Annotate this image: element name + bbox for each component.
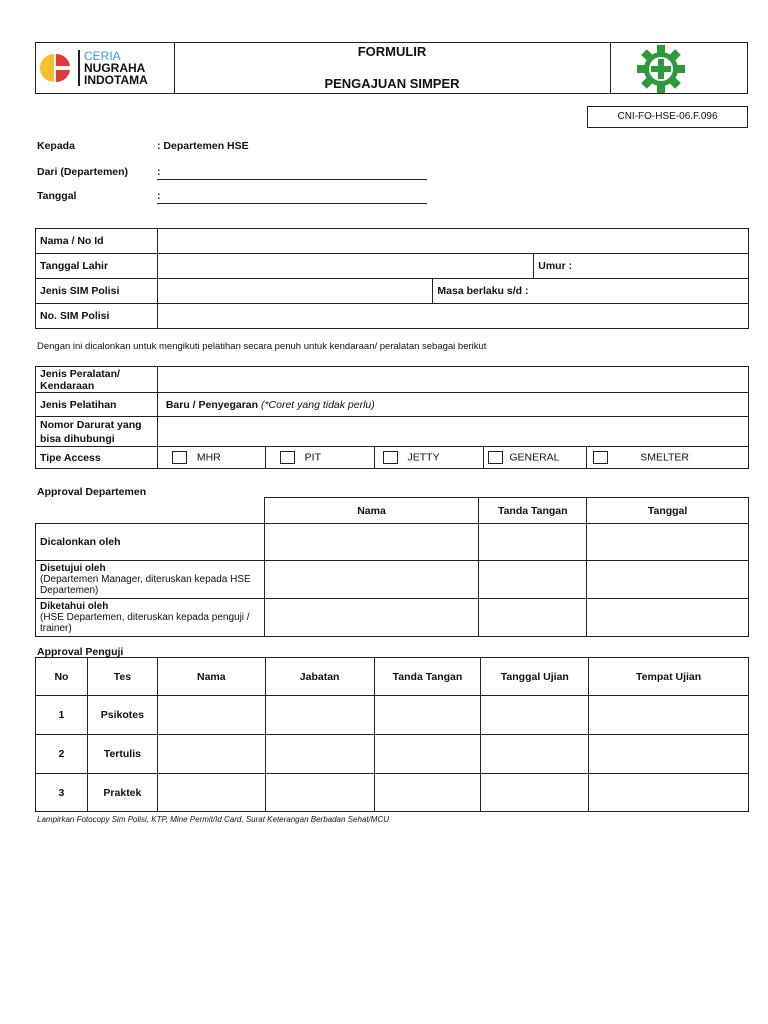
dari-input-line[interactable] [157,178,427,180]
no-sim-label: No. SIM Polisi [36,304,158,329]
tanggal-lahir-field[interactable] [157,254,533,279]
disetujui-nama[interactable] [264,561,479,599]
access-option-label: SMELTER [640,451,690,464]
col-tes: Tes [87,658,157,696]
logo-text-line3: INDOTAMA [84,73,148,87]
dari-colon: : [157,166,161,178]
pelatihan-note: (*Coret yang tidak perlu) [260,398,375,411]
row-tempat-ujian[interactable] [589,774,749,812]
row-no: 2 [36,735,88,774]
masa-berlaku-field[interactable]: Masa berlaku s/d : [433,279,749,304]
tanggal-colon: : [157,190,161,202]
checkbox[interactable] [593,451,608,464]
pelatihan-value: Baru / Penyegaran [165,398,259,411]
diketahui-note: (HSE Departemen, diteruskan kepada penguji / trainer) [40,612,250,634]
logo-text-line1: CERIA [84,49,121,63]
nomor-darurat-label: Nomor Darurat yang bisa dihubungi [36,417,158,447]
row-nama[interactable] [157,774,265,812]
table-row [36,774,749,812]
approval-penguji-table [35,657,749,812]
access-option-label: MHR [196,451,221,464]
no-sim-field[interactable] [157,304,748,329]
row-no: 3 [36,774,88,812]
k3-safety-gear-icon [632,44,690,94]
row-ttd[interactable] [374,696,481,735]
col-nama: Nama [157,658,265,696]
approval-penguji-heading: Approval Penguji [37,646,124,658]
nomor-darurat-field[interactable] [157,417,748,447]
row-tanggal-ujian[interactable] [481,735,589,774]
row-nama[interactable] [157,735,265,774]
dicalonkan-ttd[interactable] [479,524,587,561]
access-option-general[interactable] [484,447,587,469]
col-no: No [36,658,88,696]
col-jabatan: Jabatan [265,658,374,696]
disetujui-label: Disetujui oleh [40,563,106,574]
checkbox[interactable] [172,451,187,464]
disetujui-tanggal[interactable] [587,561,749,599]
nama-label: Nama / No Id [36,229,158,254]
kepada-value: : Departemen HSE [157,140,249,152]
row-jabatan[interactable] [265,774,374,812]
company-logo-icon [36,50,76,86]
umur-field[interactable]: Umur : [534,254,749,279]
checkbox[interactable] [488,451,503,464]
approval-dept-heading: Approval Departemen [37,486,147,498]
access-option-label: PIT [304,451,322,464]
tanggal-lahir-label: Tanggal Lahir [36,254,158,279]
approval-dept-table [35,497,749,637]
row-nama[interactable] [157,696,265,735]
row-tanggal-ujian[interactable] [481,774,589,812]
disetujui-note: (Departemen Manager, diteruskan kepada HSE Departemen) [40,574,251,596]
col-tanggal-ujian: Tanggal Ujian [481,658,589,696]
diketahui-ttd[interactable] [479,599,587,637]
dari-label: Dari (Departemen) [37,166,129,178]
footnote: Lampirkan Fotocopy Sim Polisi, KTP, Mine Permit/Id Card, Surat Keterangan Berbadan Sehat/MCU [37,815,390,824]
kepada-label: Kepada [37,140,75,152]
col-nama: Nama [264,498,479,524]
col-tanda-tangan: Tanda Tangan [479,498,587,524]
row-tes: Tertulis [87,735,157,774]
tipe-access-label: Tipe Access [36,447,158,469]
row-tes: Psikotes [87,696,157,735]
diketahui-nama[interactable] [264,599,479,637]
row-ttd[interactable] [374,735,481,774]
row-jabatan[interactable] [265,735,374,774]
row-jabatan[interactable] [265,696,374,735]
row-no: 1 [36,696,88,735]
statement-text: Dengan ini dicalonkan untuk mengikuti pelatihan secara penuh untuk kendaraan/ peralatan sebagai berikut [37,341,487,352]
form-title-line1: FORMULIR [357,44,427,59]
disetujui-ttd[interactable] [479,561,587,599]
row-ttd[interactable] [374,774,481,812]
col-tanda-tangan: Tanda Tangan [374,658,481,696]
jenis-sim-field[interactable] [157,279,433,304]
diketahui-cell [36,599,265,637]
row-tanggal-ujian[interactable] [481,696,589,735]
row-tempat-ujian[interactable] [589,735,749,774]
table-row [36,735,749,774]
jenis-pelatihan-label: Jenis Pelatihan [36,393,158,417]
logo-separator [78,50,80,86]
col-tanggal: Tanggal [587,498,749,524]
jenis-sim-label: Jenis SIM Polisi [36,279,158,304]
access-option-mhr[interactable] [157,447,265,469]
diketahui-tanggal[interactable] [587,599,749,637]
access-option-smelter[interactable] [587,447,749,469]
access-option-label: GENERAL [509,451,560,464]
personal-info-table [35,228,749,329]
dicalonkan-tanggal[interactable] [587,524,749,561]
equipment-table [35,366,749,469]
tanggal-label: Tanggal [37,190,77,202]
logo-text-line2: NUGRAHA [84,61,146,75]
dicalonkan-label: Dicalonkan oleh [36,524,265,561]
tanggal-input-line[interactable] [157,202,427,204]
checkbox[interactable] [383,451,398,464]
row-tes: Praktek [87,774,157,812]
header-divider [610,42,611,94]
col-tempat-ujian: Tempat Ujian [589,658,749,696]
empty-corner [36,498,265,524]
row-tempat-ujian[interactable] [589,696,749,735]
nama-field[interactable] [157,229,748,254]
document-code: CNI-FO-HSE-06.F.096 [587,106,748,128]
disetujui-cell [36,561,265,599]
checkbox[interactable] [280,451,295,464]
diketahui-label: Diketahui oleh [40,601,109,612]
access-option-label: JETTY [407,451,440,464]
dicalonkan-nama[interactable] [264,524,479,561]
form-title-line2: PENGAJUAN SIMPER [324,76,460,91]
access-option-jetty[interactable] [374,447,484,469]
access-option-pit[interactable] [265,447,374,469]
jenis-pelatihan-field[interactable] [157,393,748,417]
jenis-peralatan-label: Jenis Peralatan/ Kendaraan [36,367,158,393]
table-row [36,696,749,735]
jenis-peralatan-field[interactable] [157,367,748,393]
